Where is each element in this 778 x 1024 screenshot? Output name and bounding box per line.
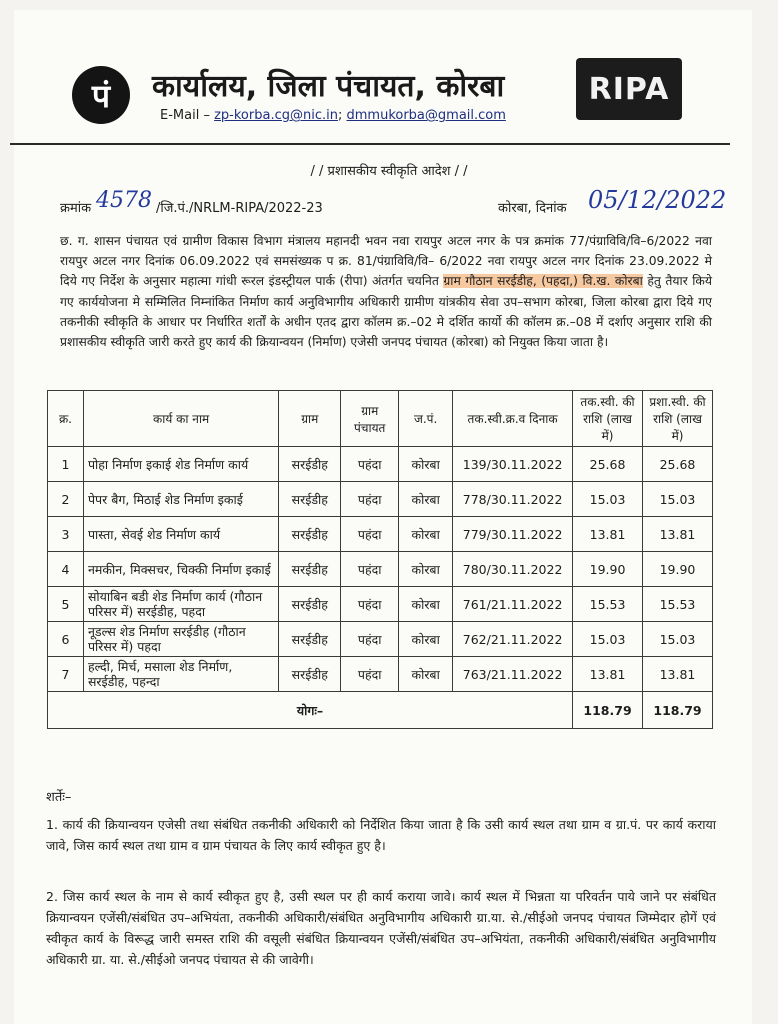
cell-work-name: पोहा निर्माण इकाई शेड निर्माण कार्य [83, 447, 278, 482]
cell-ts-amount: 13.81 [573, 517, 643, 552]
cell-gp: पहंदा [341, 447, 399, 482]
cell-jp: कोरबा [399, 587, 453, 622]
col-header: प्रशा.स्वी. की राशि (लाख में) [643, 391, 713, 447]
cell-gp: पहंदा [341, 552, 399, 587]
cell-work-name: सोयाबिन बडी शेड निर्माण कार्य (गौठान परिसर में) सरईडीह, पहदा [83, 587, 278, 622]
cell-jp: कोरबा [399, 482, 453, 517]
cell-as-amount: 15.03 [643, 482, 713, 517]
para-text-before: छ. ग. शासन पंचायत एवं ग्रामीण विकास विभाग मंत्रालय महानदी भवन नवा रायपुर अटल नगर के पत्र क्रमांक 77/पंग्राविवि/वि–6/2022 नवा रायपुर अटल नगर दिनांक 06.09.2022 एवं समसंख्यक प क्र. 81/पंग्राविवि/वि– 6/2022 नवा रायपुर अटल नगर दिनांक 23.09.2022 मे दिये गए निर्देश के अनुसार महात्मा गांधी रूरल इंडस्ट्रीयल पार्क (रीपा) अंतर्गत चयनित [60, 234, 712, 289]
col-header: तक.स्वी. की राशि (लाख में) [573, 391, 643, 447]
total-label: योगः– [48, 692, 573, 729]
cell-ts-amount: 19.90 [573, 552, 643, 587]
col-header: ज.पं. [399, 391, 453, 447]
cell-sn: 1 [48, 447, 84, 482]
col-header: ग्राम पंचायत [341, 391, 399, 447]
ripa-logo-text: RIPA [588, 71, 670, 107]
cell-ts: 762/21.11.2022 [453, 622, 573, 657]
table-row [48, 552, 713, 587]
cell-as-amount: 13.81 [643, 657, 713, 692]
panchayat-logo-icon [72, 66, 130, 124]
cell-gp: पहंदा [341, 657, 399, 692]
order-heading: / / प्रशासकीय स्वीकृति आदेश / / [310, 164, 468, 179]
cell-ts-amount: 13.81 [573, 657, 643, 692]
cell-as-amount: 25.68 [643, 447, 713, 482]
cell-ts: 778/30.11.2022 [453, 482, 573, 517]
cell-ts-amount: 15.03 [573, 622, 643, 657]
cell-as-amount: 13.81 [643, 517, 713, 552]
col-header: क्र. [48, 391, 84, 447]
date-label: कोरबा, दिनांक [498, 201, 567, 216]
email-separator: ; [337, 108, 343, 123]
cell-gp: पहंदा [341, 517, 399, 552]
highlighted-location: ग्राम गौठान सरईडीह, (पहदा,) वि.ख. कोरबा [443, 274, 643, 289]
table-row [48, 447, 713, 482]
conditions-heading: शर्तेः– [46, 790, 72, 805]
cell-ts-amount: 15.03 [573, 482, 643, 517]
cell-ts: 761/21.11.2022 [453, 587, 573, 622]
cell-ts: 763/21.11.2022 [453, 657, 573, 692]
cell-sn: 7 [48, 657, 84, 692]
logo-glyph: पं [91, 76, 111, 115]
cell-as-amount: 15.53 [643, 587, 713, 622]
order-paragraph [60, 231, 712, 352]
cell-jp: कोरबा [399, 447, 453, 482]
col-header: तक.स्वी.क्र.व दिनाक [453, 391, 573, 447]
cell-jp: कोरबा [399, 517, 453, 552]
cell-work-name: हल्दी, मिर्च, मसाला शेड निर्माण, सरईडीह, पहन्दा [83, 657, 278, 692]
header-divider [10, 143, 730, 145]
cell-gp: पहंदा [341, 587, 399, 622]
cell-work-name: पेपर बैग, मिठाई शेड निर्माण इकाई [83, 482, 278, 517]
cell-sn: 5 [48, 587, 84, 622]
cell-sn: 2 [48, 482, 84, 517]
table-row [48, 517, 713, 552]
cell-work-name: नूडल्स शेड निर्माण सरईडीह (गौठान परिसर में) पहदा [83, 622, 278, 657]
email-link-2[interactable]: dmmukorba@gmail.com [346, 108, 506, 123]
ref-number-handwritten: 4578 [96, 188, 152, 213]
cell-as-amount: 15.03 [643, 622, 713, 657]
date-handwritten: 05/12/2022 [588, 186, 727, 214]
cell-jp: कोरबा [399, 552, 453, 587]
total-ts-amount: 118.79 [573, 692, 643, 729]
condition-item: 1. कार्य की क्रियान्वयन एजेसी तथा संबंधित तकनीकी अधिकारी को निर्देशित किया जाता है कि उसी कार्य स्थल तथा ग्राम व ग्रा.पं. पर कार्य कराया जावे, जिस कार्य स्थल तथा ग्राम व ग्राम पंचायत के लिए कार्य स्वीकृत हुए है। [46, 817, 716, 853]
cell-village: सरईडीह [279, 552, 341, 587]
ref-label: क्रमांक [60, 201, 92, 216]
cell-sn: 4 [48, 552, 84, 587]
ripa-logo-icon [576, 58, 682, 120]
cell-village: सरईडीह [279, 622, 341, 657]
cell-jp: कोरबा [399, 622, 453, 657]
table-row [48, 657, 713, 692]
table-row [48, 482, 713, 517]
cell-sn: 6 [48, 622, 84, 657]
reference-row [60, 186, 740, 222]
col-header: कार्य का नाम [83, 391, 278, 447]
office-title: कार्यालय, जिला पंचायत, कोरबा [152, 69, 505, 104]
cell-as-amount: 19.90 [643, 552, 713, 587]
table-header-row [48, 391, 713, 447]
total-as-amount: 118.79 [643, 692, 713, 729]
cell-jp: कोरबा [399, 657, 453, 692]
table-total-row [48, 692, 713, 729]
cell-ts-amount: 15.53 [573, 587, 643, 622]
works-table [47, 390, 713, 729]
email-label: E-Mail – [160, 108, 210, 123]
cell-gp: पहंदा [341, 622, 399, 657]
cell-sn: 3 [48, 517, 84, 552]
cell-gp: पहंदा [341, 482, 399, 517]
col-header: ग्राम [279, 391, 341, 447]
cell-ts: 139/30.11.2022 [453, 447, 573, 482]
cell-ts-amount: 25.68 [573, 447, 643, 482]
cell-ts: 780/30.11.2022 [453, 552, 573, 587]
condition-item: 2. जिस कार्य स्थल के नाम से कार्य स्वीकृत हुए है, उसी स्थल पर ही कार्य कराया जावे। कार्य स्थल में भिन्नता या परिवर्तन पाये जाने पर संबंधित क्रियान्वयन एजेंसी/संबंधित उप–अभियंता, तकनीकी अधिकारी/संबंधित अनुविभागीय अधिकारी ग्रा.या. से./सीईओ जनपद पंचायत जिम्मेदार होगें एवं स्वीकृत कार्य के विरूद्ध जारी समस्त राशि की वसूली संबंधित क्रियान्वयन एजेंसी/संबंधित उप–अभियंता, तकनीकी अधिकारी/संबंधित अनुविभागीय अधिकारी ग्रा. या. से./सीईओ जनपद पंचायत से की जावेगी। [46, 889, 716, 967]
table-row [48, 587, 713, 622]
email-link-1[interactable]: zp-korba.cg@nic.in [214, 108, 338, 123]
cell-work-name: नमकीन, मिक्सचर, चिक्की निर्माण इकाई [83, 552, 278, 587]
cell-work-name: पास्ता, सेवई शेड निर्माण कार्य [83, 517, 278, 552]
cell-village: सरईडीह [279, 447, 341, 482]
para-text-after: हेतु तैयार किये गए कार्ययोजना मे सम्मिलित निम्नांकित निर्माण कार्य अनुविभागीय अधिकारी ग्रामीण यांत्रकीय सेवा उप–सभाग कोरबा, जिला कोरबा द्वारा दिये गए तकनीकी स्वीकृति के आधार पर निर्धारित शर्तों के अधीन एतद द्वारा कॉलम क्र.–02 मे दर्शित कार्यो की कॉलम क्र.–08 में दर्शाए अनुसार राशि की प्रशासकीय स्वीकृति जारी करते हुए कार्य की क्रियान्वयन (निर्माण) एजेसी जनपद पंचायत (कोरबा) को नियुक्त किया जाता है। [60, 274, 713, 350]
email-line [160, 108, 506, 123]
ref-code: /जि.पं./NRLM-RIPA/2022-23 [156, 201, 323, 216]
cell-ts: 779/30.11.2022 [453, 517, 573, 552]
table-row [48, 622, 713, 657]
cell-village: सरईडीह [279, 657, 341, 692]
cell-village: सरईडीह [279, 482, 341, 517]
cell-village: सरईडीह [279, 587, 341, 622]
cell-village: सरईडीह [279, 517, 341, 552]
